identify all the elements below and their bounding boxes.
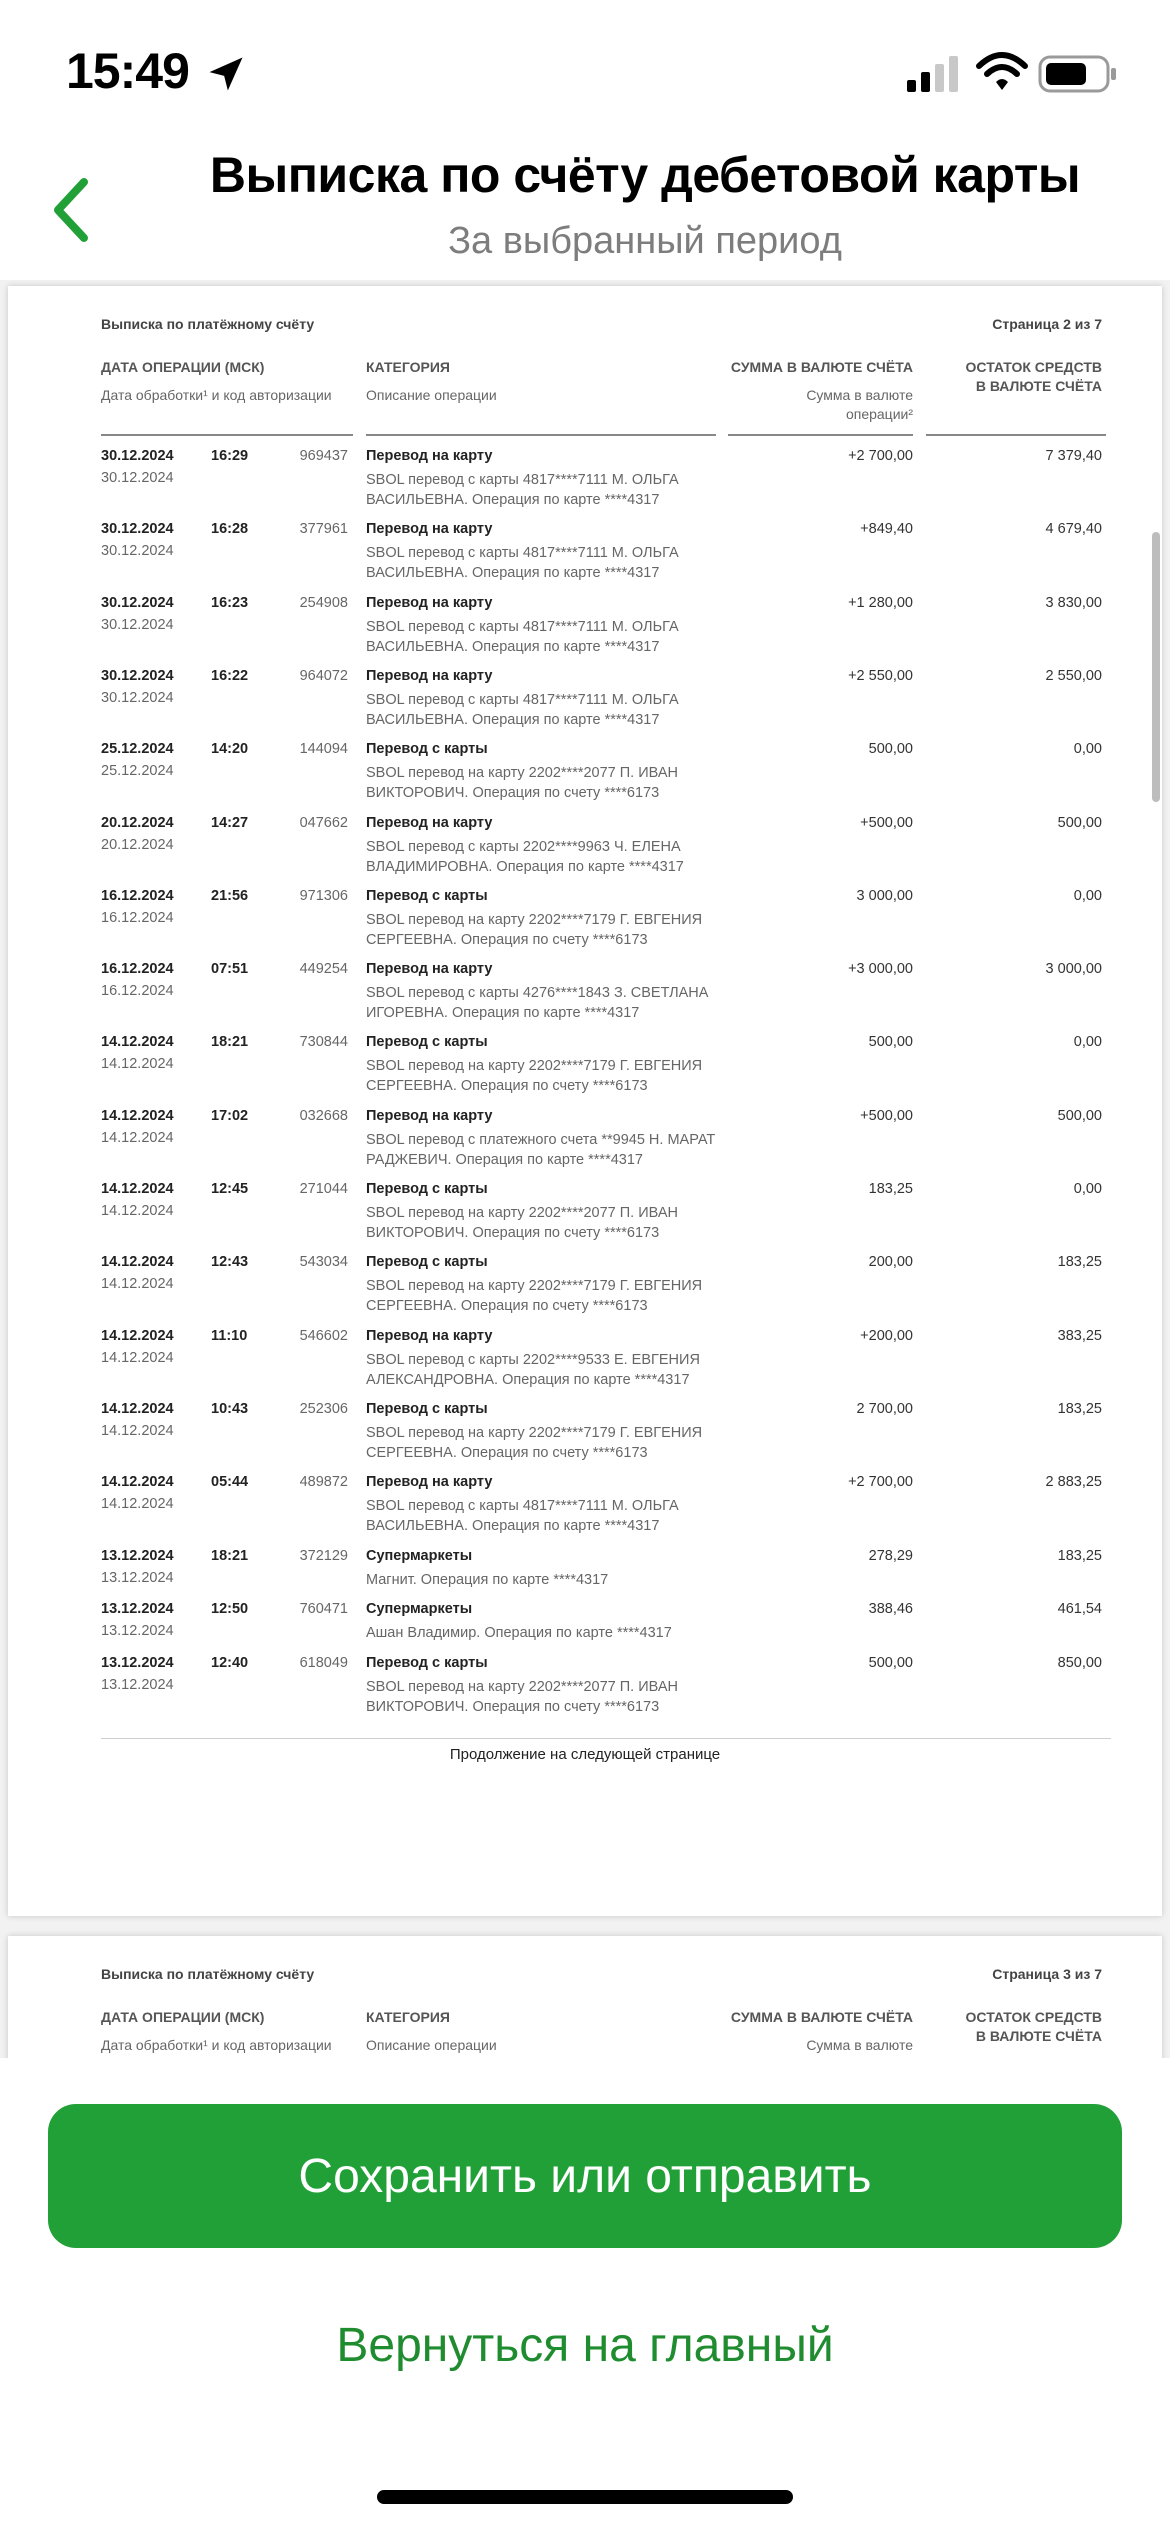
row-amount: 500,00	[868, 1654, 913, 1671]
row-description: SBOL перевод на карту 2202****7179 Г. ЕВГЕНИЯ СЕРГЕЕВНА. Операция по счету ****6173	[366, 1278, 703, 1315]
row-category: Перевод с карты	[366, 1654, 488, 1671]
row-time: 12:45	[211, 1181, 249, 1197]
row-date: 30.12.2024	[101, 594, 174, 611]
row-auth-code: 730844	[299, 1034, 348, 1051]
row-time: 18:21	[211, 1034, 249, 1051]
col-balance-header: ОСТАТОК СРЕДСТВ	[965, 2009, 1102, 2025]
row-processing-date: 14.12.2024	[101, 1129, 174, 1146]
col-category-header: КАТЕГОРИЯ	[366, 2009, 450, 2025]
row-description: SBOL перевод с карты 4817****7111 М. ОЛЬГА ВАСИЛЬЕВНА. Операция по карте ****4317	[366, 1498, 679, 1535]
row-amount: 500,00	[868, 1034, 913, 1051]
wifi-icon	[975, 50, 1029, 94]
location-arrow-icon	[204, 52, 248, 96]
row-category: Перевод с карты	[366, 1034, 488, 1051]
row-category: Перевод с карты	[366, 887, 488, 904]
row-date: 13.12.2024	[101, 1654, 174, 1671]
page-number: Страница 2 из 7	[992, 316, 1102, 332]
row-processing-date: 14.12.2024	[101, 1496, 174, 1513]
row-balance: 3 000,00	[1045, 961, 1102, 978]
row-category: Супермаркеты	[366, 1547, 473, 1564]
row-time: 16:28	[211, 521, 249, 538]
row-category: Перевод с карты	[366, 1181, 488, 1197]
status-bar	[0, 0, 1170, 150]
row-balance: 3 830,00	[1045, 594, 1102, 611]
row-time: 21:56	[211, 887, 249, 904]
header-rule	[366, 434, 716, 436]
row-balance: 183,25	[1057, 1547, 1102, 1564]
row-category: Перевод на карту	[366, 1474, 493, 1491]
col-balance-header-2: В ВАЛЮТЕ СЧЁТА	[975, 378, 1102, 394]
row-time: 18:21	[211, 1547, 249, 1564]
row-date: 14.12.2024	[101, 1327, 174, 1344]
row-processing-date: 30.12.2024	[101, 470, 174, 486]
row-description: SBOL перевод с карты 4276****1843 З. СВЕТЛАНА ИГОРЕВНА. Операция по карте ****4317	[366, 985, 709, 1022]
row-time: 17:02	[211, 1107, 249, 1124]
row-description: SBOL перевод на карту 2202****2077 П. ИВАН ВИКТОРОВИЧ. Операция по счету ****6173	[366, 1205, 678, 1241]
col-date-sub: Дата обработки¹ и код авторизации	[101, 2037, 332, 2053]
row-time: 12:40	[211, 1654, 249, 1671]
row-amount: 200,00	[868, 1254, 913, 1271]
row-processing-date: 16.12.2024	[101, 983, 174, 1000]
row-amount: 500,00	[868, 741, 913, 758]
row-processing-date: 30.12.2024	[101, 616, 174, 633]
row-processing-date: 16.12.2024	[101, 909, 174, 926]
col-amount-header: СУММА В ВАЛЮТЕ СЧЁТА	[730, 359, 913, 375]
row-description: SBOL перевод на карту 2202****7179 Г. ЕВГЕНИЯ СЕРГЕЕВНА. Операция по счету ****6173	[366, 1424, 703, 1461]
row-processing-date: 25.12.2024	[101, 763, 174, 780]
row-amount: +3 000,00	[848, 961, 913, 978]
row-category: Супермаркеты	[366, 1601, 473, 1617]
row-balance: 461,54	[1057, 1601, 1102, 1617]
page-label: Выписка по платёжному счёту	[101, 316, 315, 332]
row-time: 12:43	[211, 1254, 249, 1271]
row-date: 14.12.2024	[101, 1254, 174, 1271]
row-description: SBOL перевод с платежного счета **9945 Н. МАРАТ РАДЖЕВИЧ. Операция по карте ****4317	[366, 1131, 716, 1168]
row-balance: 183,25	[1057, 1400, 1102, 1417]
row-date: 25.12.2024	[101, 741, 174, 758]
row-date: 30.12.2024	[101, 448, 174, 464]
row-date: 16.12.2024	[101, 887, 174, 904]
col-date-sub: Дата обработки¹ и код авторизации	[101, 387, 332, 403]
row-auth-code: 032668	[299, 1107, 348, 1124]
row-auth-code: 971306	[299, 887, 348, 904]
row-description: SBOL перевод с карты 4817****7111 М. ОЛЬГА ВАСИЛЬЕВНА. Операция по карте ****4317	[366, 691, 679, 728]
row-auth-code: 546602	[299, 1327, 348, 1344]
row-amount: +500,00	[860, 1107, 913, 1124]
row-amount: +2 700,00	[848, 448, 913, 464]
header	[0, 140, 1170, 280]
row-category: Перевод на карту	[366, 961, 493, 978]
row-date: 14.12.2024	[101, 1181, 174, 1197]
row-description: SBOL перевод с карты 4817****7111 М. ОЛЬГА ВАСИЛЬЕВНА. Операция по карте ****4317	[366, 545, 679, 582]
row-description: SBOL перевод с карты 2202****9533 Е. ЕВГЕНИЯ АЛЕКСАНДРОВНА. Операция по карте ****4317	[366, 1351, 700, 1388]
row-amount: +2 550,00	[848, 667, 913, 684]
row-processing-date: 14.12.2024	[101, 1276, 174, 1293]
page-subtitle: За выбранный период	[448, 220, 842, 262]
row-amount: +200,00	[860, 1327, 913, 1344]
row-description: SBOL перевод на карту 2202****7179 Г. ЕВГЕНИЯ СЕРГЕЕВНА. Операция по счету ****6173	[366, 911, 703, 948]
row-auth-code: 543034	[299, 1254, 348, 1271]
row-auth-code: 047662	[299, 814, 348, 831]
page-number: Страница 3 из 7	[992, 1966, 1102, 1982]
row-time: 14:20	[211, 741, 249, 758]
row-time: 16:22	[211, 667, 249, 684]
row-category: Перевод на карту	[366, 667, 493, 684]
row-description: SBOL перевод на карту 2202****2077 П. ИВАН ВИКТОРОВИЧ. Операция по счету ****6173	[366, 1678, 678, 1715]
col-category-sub: Описание операции	[366, 387, 497, 403]
row-category: Перевод на карту	[366, 1107, 493, 1124]
row-auth-code: 964072	[299, 667, 348, 684]
row-description: SBOL перевод с карты 4817****7111 М. ОЛЬГА ВАСИЛЬЕВНА. Операция по карте ****4317	[366, 618, 679, 655]
row-time: 10:43	[211, 1400, 249, 1417]
row-auth-code: 271044	[299, 1181, 348, 1197]
row-processing-date: 13.12.2024	[101, 1623, 174, 1639]
row-date: 30.12.2024	[101, 521, 174, 538]
row-description: SBOL перевод с карты 2202****9963 Ч. ЕЛЕНА ВЛАДИМИРОВНА. Операция по карте ****4317	[366, 838, 684, 875]
row-balance: 500,00	[1057, 1107, 1102, 1124]
statement-page	[8, 286, 1162, 1916]
row-amount: +500,00	[860, 814, 913, 831]
status-time: 15:49	[66, 43, 189, 99]
row-amount: +849,40	[860, 521, 913, 538]
row-amount: 388,46	[868, 1601, 913, 1617]
row-date: 14.12.2024	[101, 1034, 174, 1051]
row-processing-date: 13.12.2024	[101, 1676, 174, 1693]
col-amount-sub-2: операции²	[845, 406, 913, 422]
footer-rule	[101, 1738, 1111, 1739]
row-description: Ашан Владимир. Операция по карте ****4317	[366, 1625, 672, 1641]
row-time: 12:50	[211, 1601, 249, 1617]
row-time: 11:10	[211, 1327, 248, 1344]
row-amount: 2 700,00	[856, 1400, 913, 1417]
row-amount: 183,25	[868, 1181, 913, 1197]
row-balance: 0,00	[1073, 1181, 1102, 1197]
row-balance: 2 883,25	[1045, 1474, 1102, 1491]
row-processing-date: 13.12.2024	[101, 1569, 174, 1586]
row-category: Перевод на карту	[366, 1327, 493, 1344]
row-time: 16:29	[211, 448, 249, 464]
row-time: 16:23	[211, 594, 249, 611]
col-date-header: ДАТА ОПЕРАЦИИ (МСК)	[101, 2009, 265, 2025]
row-description: SBOL перевод с карты 4817****7111 М. ОЛЬГА ВАСИЛЬЕВНА. Операция по карте ****4317	[366, 472, 679, 508]
row-category: Перевод на карту	[366, 521, 493, 538]
row-auth-code: 254908	[299, 594, 348, 611]
row-date: 14.12.2024	[101, 1107, 174, 1124]
row-description: SBOL перевод на карту 2202****7179 Г. ЕВГЕНИЯ СЕРГЕЕВНА. Операция по счету ****6173	[366, 1058, 703, 1095]
statement-viewer[interactable]	[0, 280, 1170, 2058]
row-date: 20.12.2024	[101, 814, 174, 831]
row-category: Перевод на карту	[366, 594, 493, 611]
scrollbar[interactable]	[1152, 532, 1160, 802]
row-processing-date: 30.12.2024	[101, 689, 174, 706]
row-amount: +1 280,00	[848, 594, 913, 611]
continuation-note: Продолжение на следующей странице	[449, 1746, 721, 1763]
col-category-sub: Описание операции	[366, 2037, 497, 2053]
row-processing-date: 30.12.2024	[101, 543, 174, 560]
header-rule	[728, 434, 913, 436]
row-balance: 7 379,40	[1045, 448, 1102, 464]
row-balance: 383,25	[1057, 1327, 1102, 1344]
row-time: 14:27	[211, 814, 249, 831]
back-to-home-button[interactable]: Вернуться на главный	[336, 2319, 834, 2372]
statement-page-next	[8, 1936, 1162, 2058]
row-category: Перевод с карты	[366, 1254, 488, 1271]
row-auth-code: 252306	[299, 1400, 348, 1417]
signal-icon	[905, 54, 965, 94]
row-auth-code: 372129	[299, 1547, 348, 1564]
row-auth-code: 489872	[299, 1474, 348, 1491]
chevron-left-icon[interactable]	[44, 170, 104, 250]
col-category-header: КАТЕГОРИЯ	[366, 359, 450, 375]
row-balance: 850,00	[1057, 1654, 1102, 1671]
page-title: Выписка по счёту дебетовой карты	[209, 147, 1081, 203]
row-date: 13.12.2024	[101, 1601, 174, 1617]
row-balance: 0,00	[1073, 741, 1102, 758]
row-category: Перевод с карты	[366, 1400, 488, 1417]
row-auth-code: 377961	[299, 521, 348, 538]
row-auth-code: 760471	[299, 1601, 348, 1617]
col-amount-sub: Сумма в валюте	[806, 2037, 913, 2053]
row-auth-code: 618049	[299, 1654, 348, 1671]
save-or-send-button[interactable]: Сохранить или отправить	[48, 2104, 1122, 2248]
col-amount-header: СУММА В ВАЛЮТЕ СЧЁТА	[730, 2009, 913, 2025]
row-description: SBOL перевод на карту 2202****2077 П. ИВАН ВИКТОРОВИЧ. Операция по счету ****6173	[366, 765, 678, 802]
row-date: 13.12.2024	[101, 1547, 174, 1564]
row-date: 14.12.2024	[101, 1400, 174, 1417]
row-amount: 278,29	[868, 1547, 913, 1564]
col-date-header: ДАТА ОПЕРАЦИИ (МСК)	[101, 359, 265, 375]
row-balance: 2 550,00	[1045, 667, 1102, 684]
row-processing-date: 20.12.2024	[101, 836, 174, 853]
row-time: 07:51	[211, 961, 249, 978]
page-label: Выписка по платёжному счёту	[101, 1966, 315, 1982]
row-processing-date: 14.12.2024	[101, 1422, 174, 1439]
home-indicator	[377, 2490, 793, 2504]
row-time: 05:44	[211, 1474, 249, 1491]
row-date: 14.12.2024	[101, 1474, 174, 1491]
row-amount: +2 700,00	[848, 1474, 913, 1491]
col-balance-header: ОСТАТОК СРЕДСТВ	[965, 359, 1102, 375]
row-balance: 500,00	[1057, 814, 1102, 831]
row-category: Перевод на карту	[366, 448, 493, 464]
row-category: Перевод на карту	[366, 814, 493, 831]
row-date: 16.12.2024	[101, 961, 174, 978]
row-processing-date: 14.12.2024	[101, 1203, 174, 1219]
row-processing-date: 14.12.2024	[101, 1056, 174, 1073]
col-amount-sub: Сумма в валюте	[806, 387, 913, 403]
row-processing-date: 14.12.2024	[101, 1349, 174, 1366]
row-balance: 4 679,40	[1045, 521, 1102, 538]
row-description: Магнит. Операция по карте ****4317	[366, 1571, 609, 1588]
col-balance-header-2: В ВАЛЮТЕ СЧЁТА	[975, 2028, 1102, 2044]
row-auth-code: 969437	[299, 448, 348, 464]
row-category: Перевод с карты	[366, 741, 488, 758]
battery-icon	[1038, 54, 1118, 94]
row-balance: 0,00	[1073, 887, 1102, 904]
header-rule	[101, 434, 353, 436]
row-date: 30.12.2024	[101, 667, 174, 684]
row-auth-code: 144094	[299, 741, 348, 758]
row-auth-code: 449254	[299, 961, 348, 978]
row-amount: 3 000,00	[856, 887, 913, 904]
row-balance: 0,00	[1073, 1034, 1102, 1051]
header-rule	[926, 434, 1106, 436]
row-balance: 183,25	[1057, 1254, 1102, 1271]
